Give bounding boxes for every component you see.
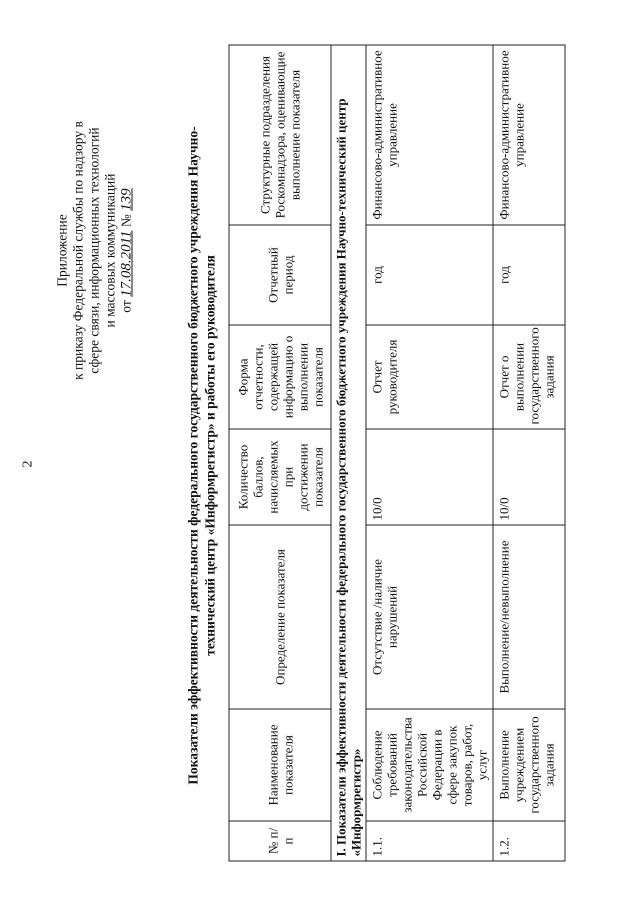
appendix-heading: Приложение bbox=[54, 213, 69, 287]
header-period: Отчетный период bbox=[229, 225, 331, 325]
row-division: Финансово-административное управление bbox=[366, 45, 493, 225]
row-name: Выполнение учреждением государственного задания bbox=[493, 709, 565, 821]
appendix-signature-line bbox=[118, 115, 134, 385]
table-row bbox=[366, 45, 493, 861]
appendix-header bbox=[54, 115, 134, 385]
appendix-line-2: сфере связи, информационных технологий bbox=[86, 126, 101, 374]
header-num: № п/п bbox=[229, 821, 331, 861]
appendix-line-3: и массовых коммуникаций bbox=[102, 172, 117, 328]
row-report: Отчет о выполнении государственного задания bbox=[493, 325, 565, 429]
header-points: Количество баллов, начисляемых при достижении показателя bbox=[229, 429, 331, 525]
row-name: Соблюдение требований законодательства Российской Федерации в сфере закупок товаров, работ, услуг bbox=[366, 709, 493, 821]
document-title bbox=[184, 65, 218, 845]
row-num: 1.1. bbox=[366, 821, 493, 861]
section-title: I. Показатели эффективности деятельности федерального государственного бюджетного учреждения Научно-технический центр «Информрегистр» bbox=[331, 45, 366, 861]
row-definition: Выполнение/невыполнение bbox=[493, 525, 565, 709]
row-points: 10/0 bbox=[366, 429, 493, 525]
row-report: Отчет руководителя bbox=[366, 325, 493, 429]
row-division: Финансово-административное управление bbox=[493, 45, 565, 225]
indicators-table bbox=[228, 44, 565, 861]
row-period: год bbox=[493, 225, 565, 325]
row-num: 1.2. bbox=[493, 821, 565, 861]
order-number: 139 bbox=[118, 187, 134, 211]
header-report: Форма отчетности, содержащей информацию о выполнении показателя bbox=[229, 325, 331, 429]
table-header-row bbox=[229, 45, 331, 861]
row-definition: Отсутствие /наличие нарушений bbox=[366, 525, 493, 709]
order-date: 17.08.2011 bbox=[118, 229, 134, 297]
from-label: от bbox=[118, 299, 133, 313]
header-definition: Определение показателя bbox=[229, 525, 331, 709]
appendix-line-1: к приказу Федеральной службы по надзору в bbox=[70, 120, 85, 380]
number-label: № bbox=[118, 213, 133, 227]
header-division: Структурные подразделения Роскомнадзора, оценивающие выполнение показателя bbox=[229, 45, 331, 225]
title-line-2: технический центр «Информрегистр» и работы его руководителя bbox=[202, 254, 217, 656]
row-points: 10/0 bbox=[493, 429, 565, 525]
section-row bbox=[331, 45, 366, 861]
title-line-1: Показатели эффективности деятельности федерального государственного бюджетного учреждения Научно- bbox=[185, 125, 200, 785]
header-name: Наименование показателя bbox=[229, 709, 331, 821]
page-number: 2 bbox=[20, 460, 35, 467]
table-row bbox=[493, 45, 565, 861]
row-period: год bbox=[366, 225, 493, 325]
